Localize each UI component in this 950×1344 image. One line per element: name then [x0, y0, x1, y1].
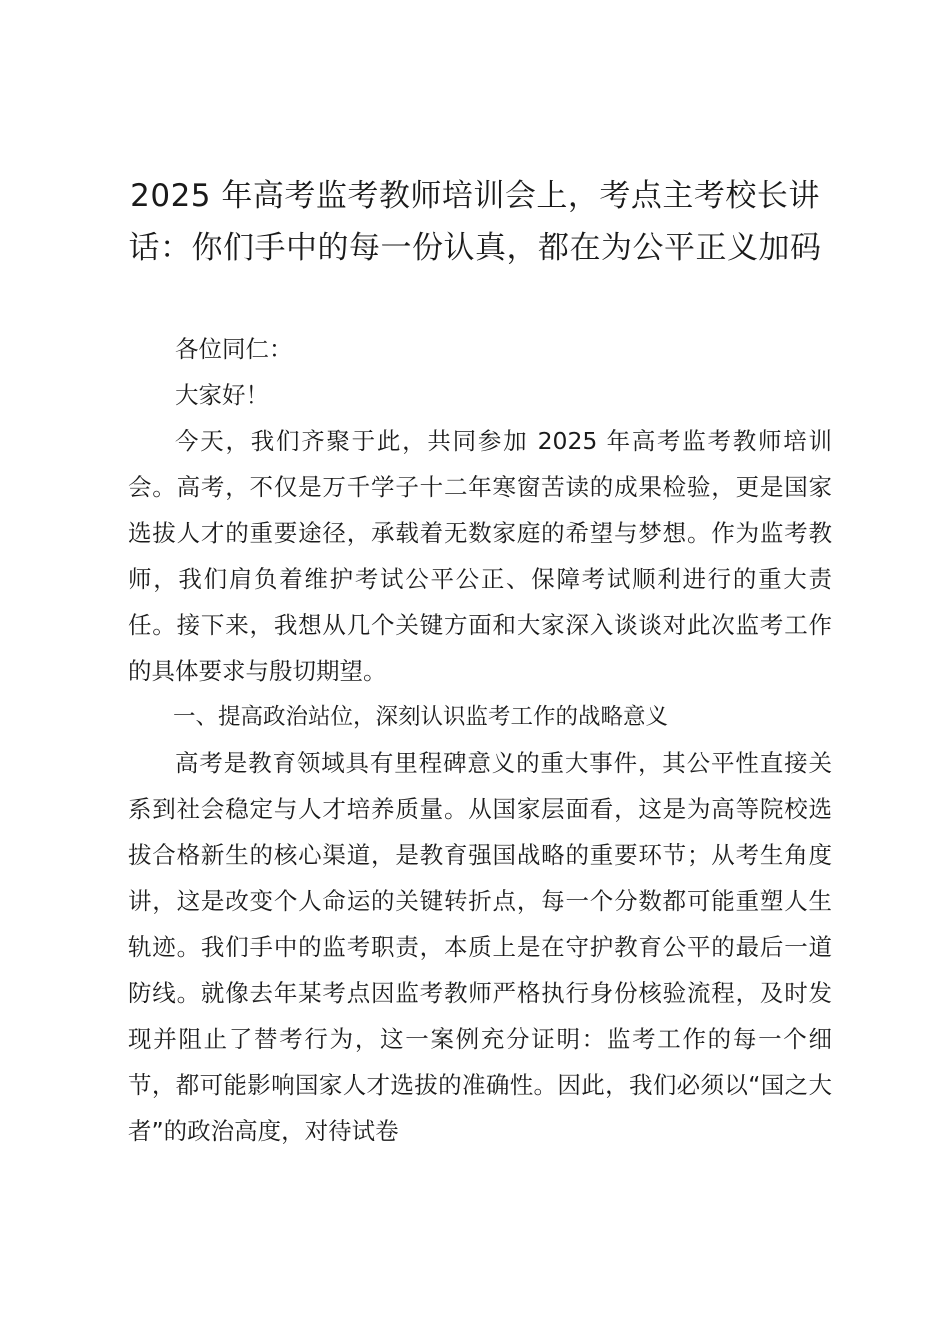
- document-title: 2025 年高考监考教师培训会上，考点主考校长讲话：你们手中的每一份认真，都在为公平正义加码: [128, 178, 822, 266]
- intro-paragraph: 今天，我们齐聚于此，共同参加 2025 年高考监考教师培训会。高考，不仅是万千学子十二年寒窗苦读的成果检验，更是国家选拔人才的重要途径，承载着无数家庭的希望与梦想。作为监考教师，我们肩负着维护考试公平公正、保障考试顺利进行的重大责任。接下来，我想从几个关键方面和大家深入谈谈对此次监考工作的具体要求与殷切期望。: [128, 427, 832, 685]
- salutation-paragraph: 各位同仁：: [175, 335, 293, 363]
- section-paragraph: 高考是教育领域具有里程碑意义的重大事件，其公平性直接关系到社会稳定与人才培养质量。从国家层面看，这是为高等院校选拔合格新生的核心渠道，是教育强国战略的重要环节；从考生角度讲，这是改变个人命运的关键转折点，每一个分数都可能重塑人生轨迹。我们手中的监考职责，本质上是在守护教育公平的最后一道防线。就像去年某考点因监考教师严格执行身份核验流程，及时发现并阻止了替考行为，这一案例充分证明：监考工作的每一个细节，都可能影响国家人才选拔的准确性。因此，我们必须以“国之大者”的政治高度，对待试卷: [128, 749, 832, 1145]
- section-heading: 一、提高政治站位，深刻认识监考工作的战略意义: [173, 704, 669, 730]
- document-body: [128, 326, 832, 1154]
- greeting-paragraph: 大家好！: [175, 381, 269, 409]
